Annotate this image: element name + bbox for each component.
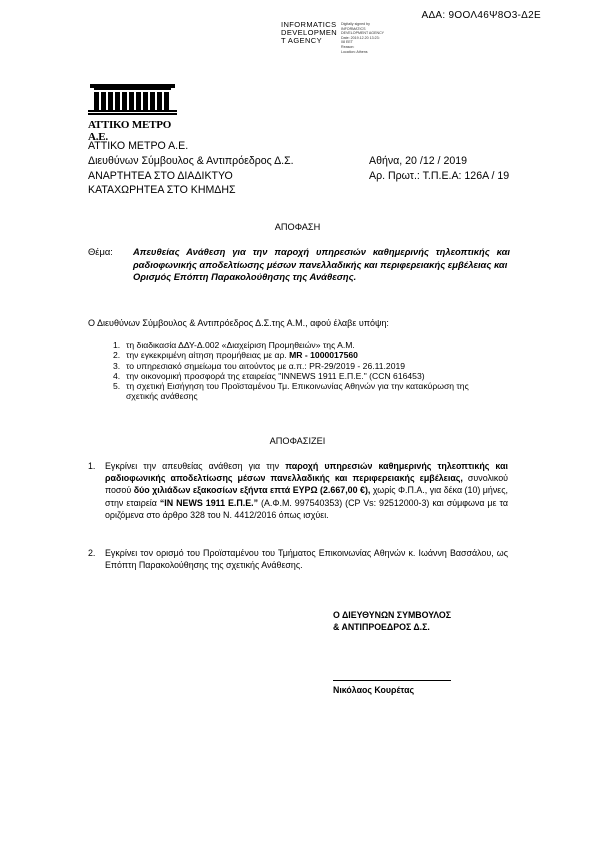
- decision-text-part: (Α.Φ.Μ. 997540353) (CP Vs: 92512000-3) και σύμφωνα με τα οριζόμενα στο άρθρο 328 του Ν. 4412/2016 όπως ισχύει.: [105, 497, 508, 520]
- decision-text: [105, 460, 508, 521]
- ida-line-2: DEVELOPMEN: [281, 28, 338, 37]
- ida-line-1: INFORMATICS: [281, 20, 337, 29]
- decides-heading: ΑΠΟΦΑΣΙΖΕΙ: [269, 436, 326, 446]
- list-item: [113, 361, 491, 371]
- list-item: [113, 371, 491, 381]
- item-number: 1.: [113, 340, 121, 350]
- list-item: [113, 381, 491, 402]
- protocol-number: Αρ. Πρωτ.: Τ.Π.Ε.Α: 126Α / 19: [369, 170, 510, 182]
- item-number: 2.: [113, 350, 121, 361]
- intro-text: Ο Διευθύνων Σύμβουλος & Αντιπρόεδρος Δ.Σ.της Α.Μ., αφού έλαβε υπόψη:: [88, 318, 389, 328]
- signature-line: [333, 680, 451, 681]
- decision-text: Εγκρίνει τον ορισμό του Προϊσταμένου του Τμήματος Επικοινωνίας Αθηνών κ. Ιωάννη Βασσάλου, ως Επόπτη Παρακολούθησης της σχετικής Ανάθεσης.: [105, 548, 508, 571]
- publish-kimdis: ΚΑΤΑΧΩΡΗΤΕΑ ΣΤΟ ΚΗΜΔΗΣ: [88, 184, 236, 196]
- decision-amount-bold: δύο χιλιάδων εξακοσίων εξήντα επτά ΕΥΡΩ (2.667,00 €),: [133, 485, 371, 496]
- signatory-name: Νικόλαος Κουρέτας: [333, 685, 415, 695]
- item-text: τη σχετική Εισήγηση του Προϊσταμένου Τμ. Επικοινωνίας Αθηνών για την κατακύρωση της σχετικής ανάθεσης: [126, 381, 469, 402]
- signature-details: [341, 22, 384, 54]
- signature-detail: Reason:: [341, 44, 355, 49]
- item-text-bold: MR - 1000017560: [289, 350, 358, 361]
- signature-detail: DEVELOPMENT AGENCY: [341, 31, 385, 36]
- item-text: το υπηρεσιακό σημείωμα του αιτούντος με α.π.: PR-29/2019 - 26.11.2019: [126, 360, 406, 371]
- decision-company-bold: “IN NEWS 1911 Ε.Π.Ε.”: [159, 497, 259, 508]
- subject-text-line2: Ορισμός Επόπτη Παρακολούθησης της Ανάθεσης.: [133, 271, 357, 283]
- ada-code: ΑΔΑ: 9ΟΟΛ46Ψ8Ο3-Δ2Ε: [421, 10, 541, 21]
- header-office: Διευθύνων Σύμβουλος & Αντιπρόεδρος Δ.Σ.: [88, 155, 294, 167]
- item-text: την εγκεκριμένη αίτηση προμήθειας με αρ.: [126, 350, 290, 361]
- item-number: 5.: [113, 381, 121, 392]
- digital-signature-stamp: [281, 20, 385, 54]
- logo-company-name: ΑΤΤΙΚΟ ΜΕΤΡΟ Α.Ε.: [88, 119, 172, 143]
- publish-internet: ΑΝΑΡΤΗΤΕΑ ΣΤΟ ΔΙΑΔΙΚΤΥΟ: [88, 170, 233, 182]
- item-number: 4.: [113, 370, 121, 381]
- document-date: Αθήνα, 20 /12 / 2019: [369, 155, 468, 167]
- decision-service-bold: παροχή υπηρεσιών καθημερινής τηλεοπτικής και ραδιοφωνικής αποδελτίωσης μέσων πανελλαδικής και περιφερειακής εμβέλειας,: [105, 461, 508, 484]
- signature-role: [333, 609, 451, 634]
- list-item: [113, 350, 491, 360]
- decision-number: 2.: [88, 548, 96, 558]
- signature-detail: Location: Athens: [341, 49, 368, 54]
- signature-detail: Digitally signed by: [341, 22, 370, 26]
- item-text: την οικονομική προσφορά της εταιρείας "INNEWS 1911 Ε.Π.Ε." (CCN 616453): [126, 370, 425, 381]
- item-text: τη διαδικασία ΔΔΥ-Δ.002 «Διαχείριση Προμηθειών» της Α.Μ.: [126, 340, 355, 350]
- decision-text-part: Εγκρίνει την απευθείας ανάθεση για την: [105, 461, 286, 471]
- metro-building-icon: [88, 84, 177, 115]
- decision-item-2: [88, 547, 508, 571]
- list-item: [113, 340, 491, 350]
- considered-list: [113, 340, 491, 402]
- signature-detail: Date: 2019.12.20 13:23:: [341, 35, 380, 40]
- subject-text: Απευθείας Ανάθεση για την παροχή υπηρεσιών καθημερινής τηλεοπτικής και ραδιοφωνικής αποδελτίωσης μέσων πανελλαδικής και περιφερειακής εμβέλειας και: [133, 246, 510, 270]
- page-title: ΑΠΟΦΑΣΗ: [274, 222, 321, 232]
- header-company: ΑΤΤΙΚΟ ΜΕΤΡΟ Α.Ε.: [88, 140, 189, 152]
- item-number: 3.: [113, 360, 121, 371]
- decision-number: 1.: [88, 461, 96, 471]
- signature-role-line-2: & ΑΝΤΙΠΡΟΕΔΡΟΣ Δ.Σ.: [333, 622, 430, 633]
- decision-item-1: [88, 460, 508, 521]
- signature-role-line-1: Ο ΔΙΕΥΘΥΝΩΝ ΣΥΜΒΟΥΛΟΣ: [333, 610, 452, 620]
- subject-block: [88, 246, 510, 284]
- subject-label: Θέμα:: [88, 246, 113, 257]
- ida-line-3: T AGENCY: [281, 36, 322, 45]
- signature-detail: 08 EET: [341, 40, 353, 45]
- signature-detail: INFORMATICS: [341, 26, 366, 31]
- company-logo: [88, 84, 177, 143]
- decision-text-part: χωρίς Φ.Π.Α., για δέκα (10) μήνες, στην εταιρεία: [105, 485, 508, 508]
- decision-text-part: συνολικού ποσού: [105, 473, 508, 496]
